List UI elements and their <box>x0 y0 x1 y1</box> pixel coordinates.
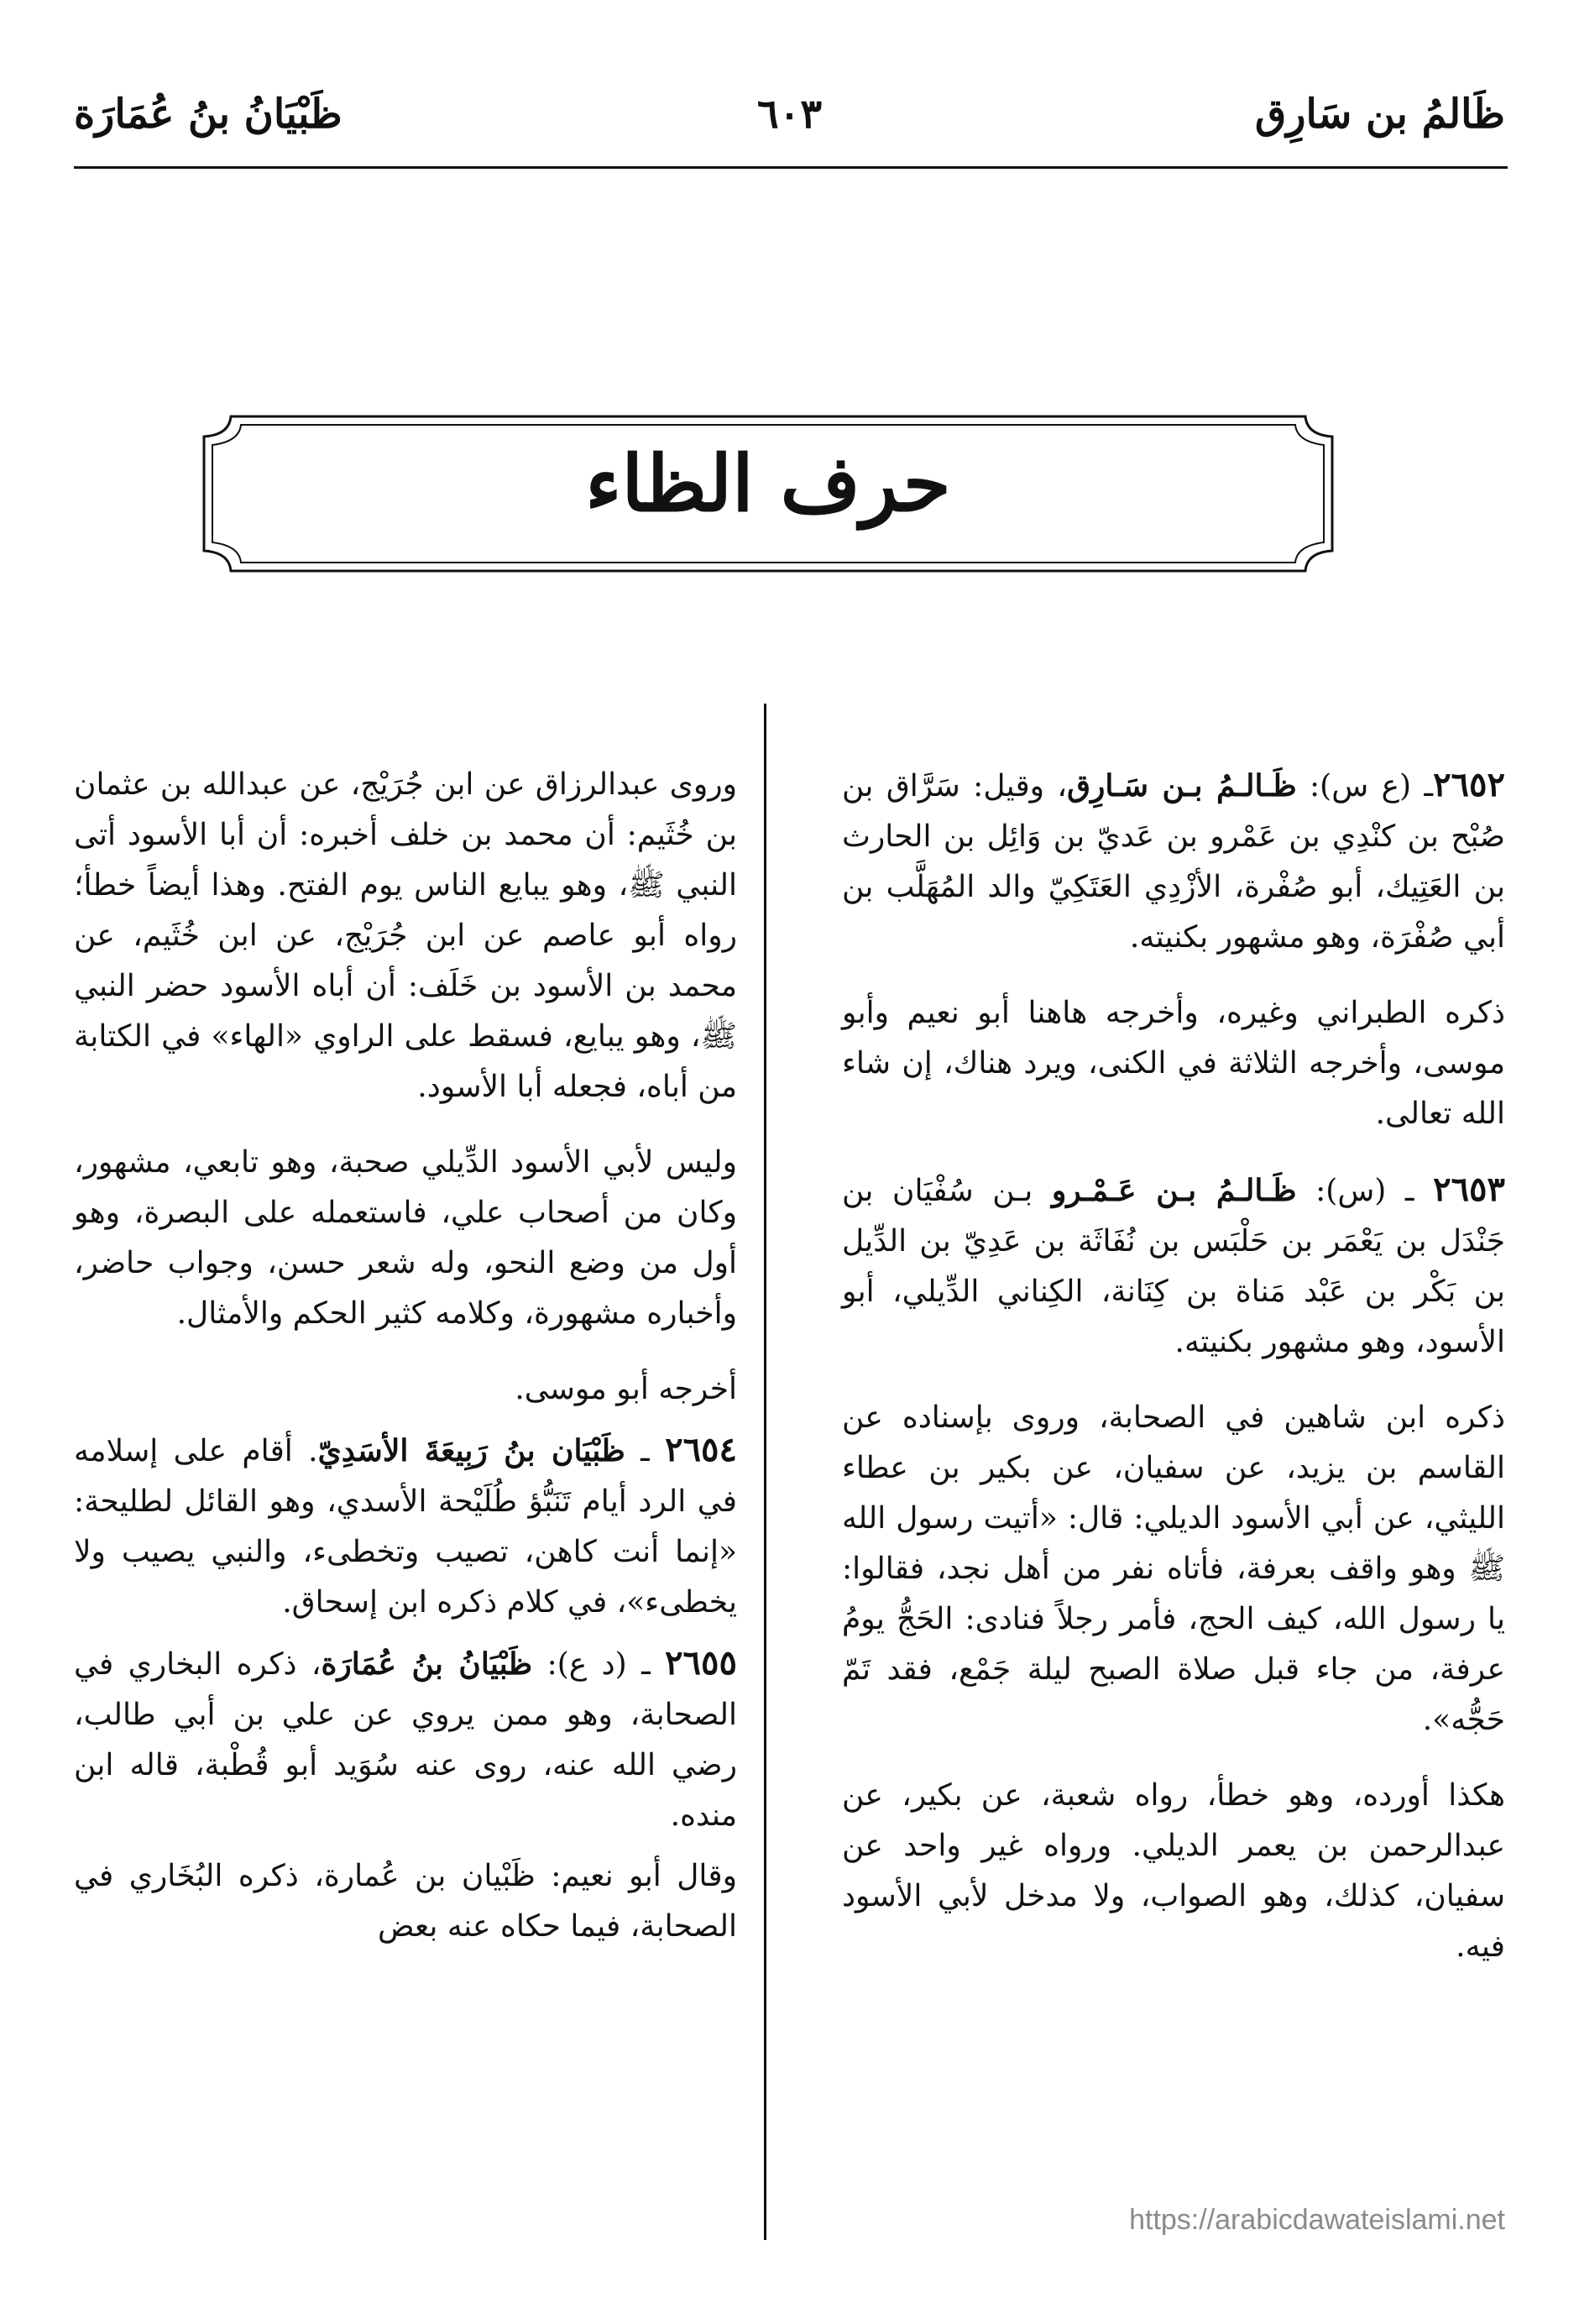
paragraph: وليس لأبي الأسود الدِّيلي صحبة، وهو تابعي، مشهور، وكان من أصحاب علي، فاستعمله على البصرة، وهو أول من وضع النحو، وله شعر حسن، وجواب حاضر، وأخباره مشهورة، وكلامه كثير الحكم والأمثال. <box>74 1145 737 1331</box>
paragraph: ذكره ابن شاهين في الصحابة، وروى بإسناده عن القاسم بن يزيد، عن سفيان، عن بكير بن عطاء الليثي، عن أبي الأسود الديلي: قال: «أتيت رسول الله ﷺ وهو واقف بعرفة، فأتاه نفر من أهل نجد، فقالوا: يا رسول الله، كيف الحج، فأمر رجلاً فنادى: الحَجُّ يومُ عرفة، من جاء قبل صلاة الصبح ليلة جَمْع، فقد تَمّ حَجُّه». <box>842 1400 1506 1737</box>
entry-text: ، وقيل: سَرَّاق بن صُبْح بن كنْدِي بن عَمْرو بن عَديّ بن وَائِل بن الحارث بن العَتِيك، أبو صُفْرة، الأزْدِي العَتَكِيّ والد المُهَلَّب بن أبي صُفْرَة، وهو مشهور بكنيته. <box>842 769 1505 955</box>
entry-text: ، ذكره البخاري في الصحابة، وهو ممن يروي عن علي بن أبي طالب، رضي الله عنه، روى عنه سُوَيد أبو قُطْبة، قاله ابن منده. <box>74 1647 737 1833</box>
entry-number: ٢٦٥٤ <box>665 1430 738 1469</box>
entry-sigla: ـ (د ع): <box>532 1647 666 1682</box>
running-head-right: ظَالمُ بن سَارِق <box>1255 91 1505 138</box>
entry-text: . أقام على إسلامه في الرد أيام تَنَبُّؤ طُلَيْحة الأسدي، وهو القائل لطليحة: «إنما أنت كاهن، تصيب وتخطىء، والنبي يصيب ولا يخطىء»، في كلام ذكره ابن إسحاق. <box>74 1434 737 1620</box>
paragraph: أخرجه أبو موسى. <box>515 1372 737 1406</box>
entry-2653 <box>842 1165 1505 1368</box>
watermark: https://arabicdawateislami.net <box>1129 2204 1505 2236</box>
right-column <box>842 760 1505 1997</box>
left-column <box>74 760 737 1962</box>
entry-name: ظَـالـمُ بـن سَـارِق <box>1067 768 1297 803</box>
entry-number: ٢٦٥٣ <box>1433 1170 1506 1209</box>
running-head <box>74 91 1505 151</box>
entry-2654 <box>74 1425 737 1628</box>
paragraph: وروى عبدالرزاق عن ابن جُرَيْج، عن عبدالله بن عثمان بن خُثَيم: أن محمد بن خلف أخبره: أن أبا الأسود أتى النبي ﷺ، وهو يبايع الناس يوم الفتح. وهذا أيضاً خطأ؛ رواه أبو عاصم عن ابن جُرَيْج، عن ابن خُثَيم، عن محمد بن الأسود بن خَلَف: أن أباه الأسود حضر النبي ﷺ، وهو يبايع، فسقط على الراوي «الهاء» في الكتابة من أباه، فجعله أبا الأسود. <box>74 767 737 1104</box>
paragraph: ذكره الطبراني وغيره، وأخرجه هاهنا أبو نعيم وأبو موسى، وأخرجه الثلاثة في الكنى، ويرد هناك، إن شاء الله تعالى. <box>842 996 1505 1131</box>
entry-sigla: ـ (ع س): <box>1296 769 1434 803</box>
chapter-title: حرف الظاء <box>585 438 951 529</box>
header-rule <box>74 166 1508 169</box>
entry-name: ظَبْيَانُ بنُ عُمَارَة <box>321 1646 533 1682</box>
entry-name: ظَـالـمُ بـن عَـمْـرو <box>1051 1173 1297 1208</box>
paragraph: وقال أبو نعيم: ظَبْيان بن عُمارة، ذكره البُخَاري في الصحابة، فيما حكاه عنه بعض <box>74 1859 737 1944</box>
entry-number: ٢٦٥٥ <box>665 1643 737 1683</box>
chapter-frame <box>197 410 1339 578</box>
entry-name: ظَبْيَان بنُ رَبِيعَةَ الأسَدِيّ <box>317 1433 625 1468</box>
entry-2655 <box>74 1638 737 1841</box>
page-number: ٦٠٣ <box>756 91 823 138</box>
entry-number: ٢٦٥٢ <box>1433 765 1505 804</box>
entry-text: بـن سُفْيَان بن جَنْدَل بن يَعْمَر بن حَلْبَس بن نُفَاثَة بن عَدِيّ بن الدِّيل بن بَكْر بن عَبْد مَناة بن كِنَانة، الكِناني الدِّيلي، أبو الأسود، وهو مشهور بكنيته. <box>842 1174 1505 1359</box>
entry-2652 <box>842 760 1505 963</box>
entry-sigla: ـ (س): <box>1296 1174 1434 1208</box>
column-divider <box>764 704 766 2240</box>
entry-sigla: ـ <box>625 1434 666 1468</box>
paragraph: هكذا أورده، وهو خطأ، رواه شعبة، عن بكير، عن عبدالرحمن بن يعمر الديلي. ورواه غير واحد عن سفيان، كذلك، وهو الصواب، ولا مدخل لأبي الأسود فيه. <box>842 1778 1505 1964</box>
running-head-left: ظَبْيَانُ بنُ عُمَارَة <box>74 91 342 138</box>
